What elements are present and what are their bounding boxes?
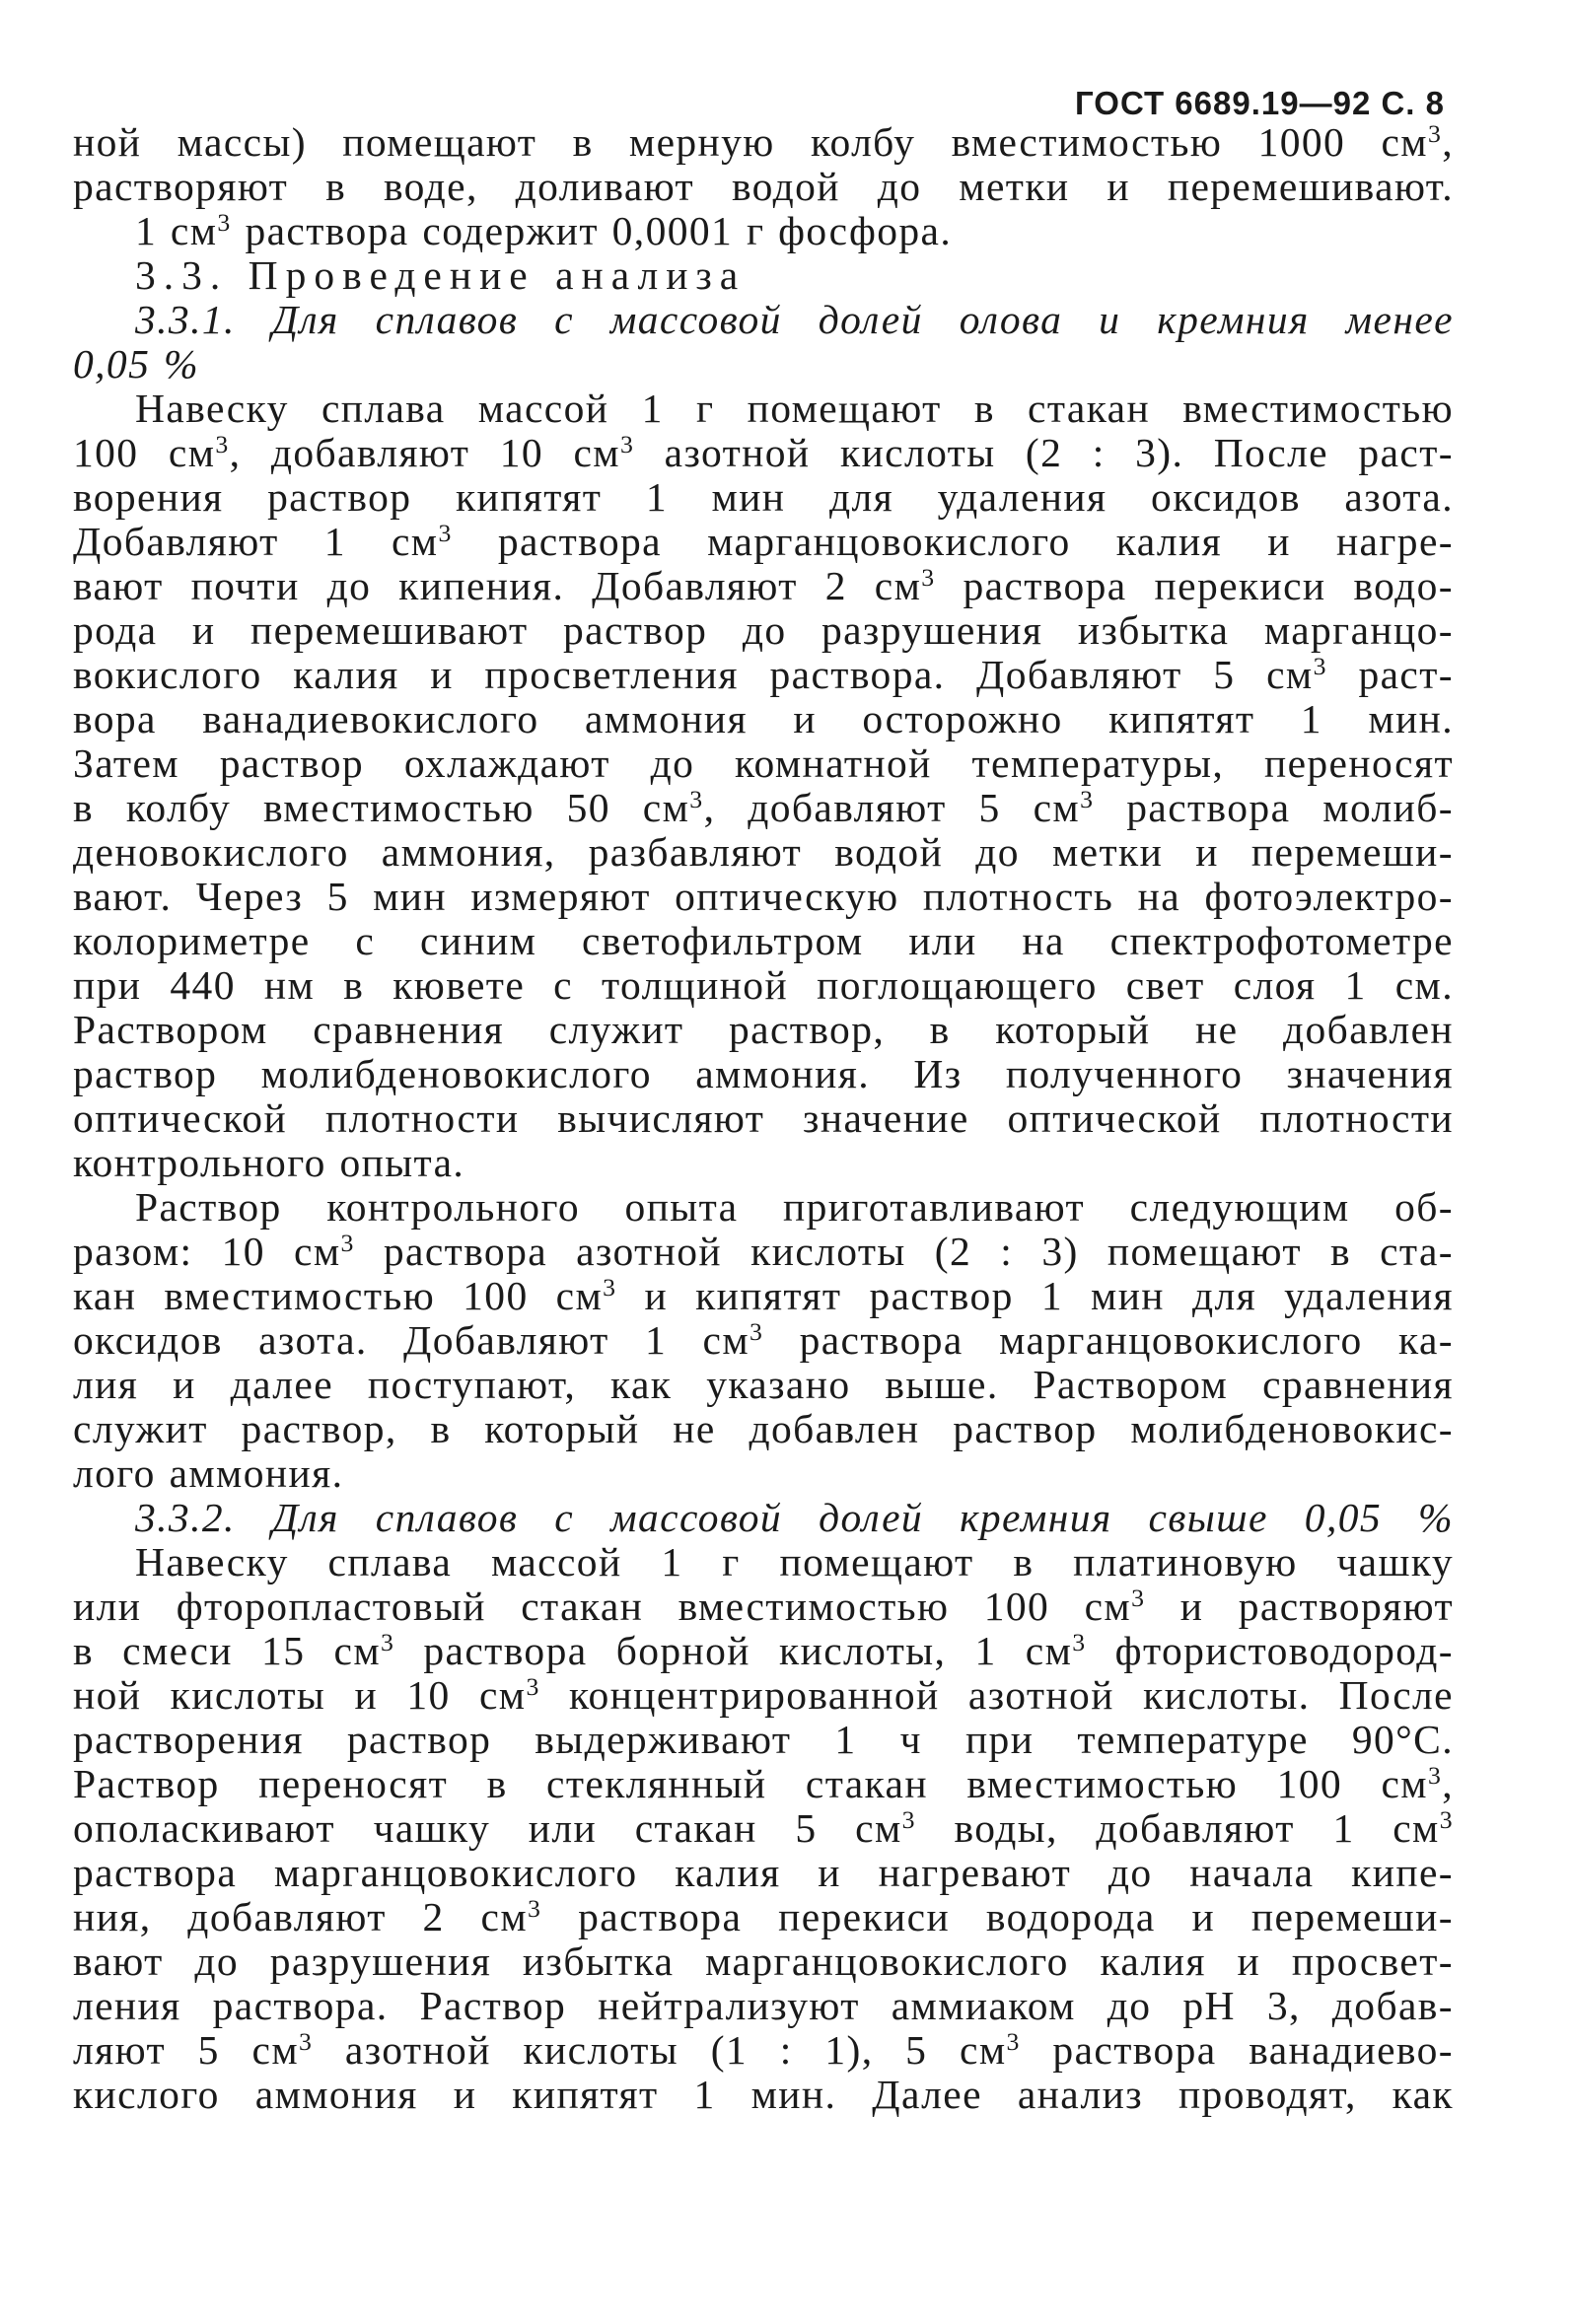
text-line: Раствор контрольного опыта приготавливают следующим об- [135, 1185, 1454, 1230]
text-line: раствора марганцовокислого калия и нагревают до начала кипе- [73, 1851, 1454, 1895]
text-line: разом: 10 $см^3$ раствора азотной кислоты (2 : 3) помещают в ста- [73, 1230, 1454, 1274]
text-line: оксидов азота. Добавляют 1 $см^3$ раствора марганцовокислого ка- [73, 1318, 1454, 1363]
text-line: ной массы) помещают в мерную колбу вместимостью 1000 $см^3$, [73, 120, 1454, 165]
text-line: раствор молибденовокислого аммония. Из полученного значения [73, 1052, 1454, 1096]
text-line: кислого аммония и кипятят 1 мин. Далее анализ проводят, как [73, 2073, 1454, 2117]
text-line: кан вместимостью 100 $см^3$ и кипятят раствор 1 мин для удаления [73, 1274, 1454, 1318]
text-line: 1 $см^3$ раствора содержит 0,0001 г фосфора. [135, 209, 953, 253]
text-line: ляют 5 $см^3$ азотной кислоты (1 : 1), 5 $см^3$ раствора ванадиево- [73, 2028, 1454, 2073]
text-line: 3.3.1. Для сплавов с массовой долей олова и кремния менее [135, 298, 1454, 342]
page-header: ГОСТ 6689.19—92 С. 8 [1075, 85, 1445, 121]
text-line: 3.3. Проведение анализа [135, 253, 747, 298]
text-line: ополаскивают чашку или стакан 5 $см^3$ воды, добавляют 1 $см^3$ [73, 1806, 1454, 1851]
text-line: при 440 нм в кювете с толщиной поглощающего свет слоя 1 см. [73, 963, 1454, 1008]
text-line: вокислого калия и просветления раствора. Добавляют 5 $см^3$ раст- [73, 653, 1454, 697]
text-line: 100 $см^3$, добавляют 10 $см^3$ азотной кислоты (2 : 3). После раст- [73, 431, 1454, 475]
text-line: оптической плотности вычисляют значение оптической плотности [73, 1096, 1454, 1141]
text-line: колориметре с синим светофильтром или на спектрофотометре [73, 919, 1454, 963]
text-line: контрольного опыта. [73, 1141, 465, 1185]
text-line: Навеску сплава массой 1 г помещают в стакан вместимостью [135, 387, 1454, 431]
text-line: 3.3.2. Для сплавов с массовой долей кремния свыше 0,05 % [135, 1496, 1454, 1540]
text-line: Затем раствор охлаждают до комнатной температуры, переносят [73, 741, 1454, 786]
text-line: вают почти до кипения. Добавляют 2 $см^3$ раствора перекиси водо- [73, 564, 1454, 608]
text-line: лия и далее поступают, как указано выше. Раствором сравнения [73, 1363, 1454, 1407]
text-line: растворения раствор выдерживают 1 ч при температуре 90°С. [73, 1718, 1454, 1762]
text-line: рода и перемешивают раствор до разрушения избытка марганцо- [73, 608, 1454, 653]
text-line: растворяют в воде, доливают водой до метки и перемешивают. [73, 165, 1454, 209]
text-line: в смеси 15 $см^3$ раствора борной кислоты, 1 $см^3$ фтористоводород- [73, 1629, 1454, 1673]
text-line: лого аммония. [73, 1451, 344, 1496]
text-line: или фторопластовый стакан вместимостью 100 $см^3$ и растворяют [73, 1585, 1454, 1629]
text-line: вора ванадиевокислого аммония и осторожно кипятят 1 мин. [73, 697, 1454, 741]
text-line: Раствор переносят в стеклянный стакан вместимостью 100 $см^3$, [73, 1762, 1454, 1806]
text-line: Навеску сплава массой 1 г помещают в платиновую чашку [135, 1540, 1454, 1585]
body-text [73, 120, 1454, 2117]
text-line: 0,05 % [73, 342, 199, 387]
text-line: в колбу вместимостью 50 $см^3$, добавляют 5 $см^3$ раствора молиб- [73, 786, 1454, 830]
text-line: ворения раствор кипятят 1 мин для удаления оксидов азота. [73, 475, 1454, 520]
text-line: Добавляют 1 $см^3$ раствора марганцовокислого калия и нагре- [73, 520, 1454, 564]
text-line: служит раствор, в который не добавлен раствор молибденовокис- [73, 1407, 1454, 1451]
text-line: деновокислого аммония, разбавляют водой до метки и перемеши- [73, 830, 1454, 875]
text-line: вают. Через 5 мин измеряют оптическую плотность на фотоэлектро- [73, 875, 1454, 919]
text-line: ния, добавляют 2 $см^3$ раствора перекиси водорода и перемеши- [73, 1895, 1454, 1939]
text-line: ления раствора. Раствор нейтрализуют аммиаком до рН 3, добав- [73, 1984, 1454, 2028]
text-line: вают до разрушения избытка марганцовокислого калия и просвет- [73, 1939, 1454, 1984]
text-line: ной кислоты и 10 $см^3$ концентрированной азотной кислоты. После [73, 1673, 1454, 1718]
text-line: Раствором сравнения служит раствор, в который не добавлен [73, 1008, 1454, 1052]
